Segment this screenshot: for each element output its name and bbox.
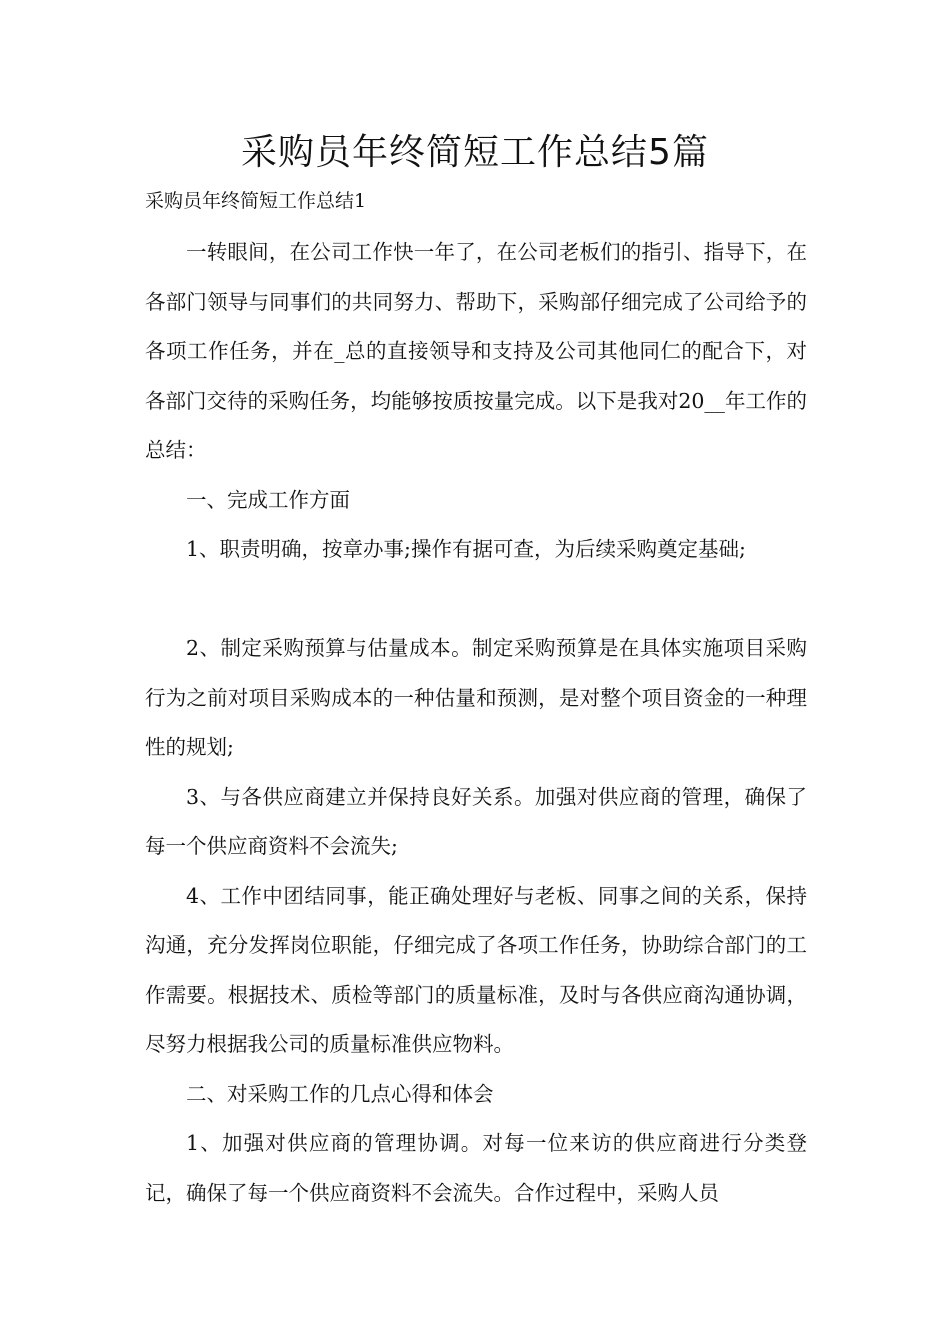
document-body [145,228,807,1218]
document-title: 采购员年终简短工作总结5篇 [241,132,709,173]
paragraph-experience-1: 1、加强对供应商的管理协调。对每一位来访的供应商进行分类登记，确保了每一个供应商资料不会流失。合作过程中，采购人员 [145,1131,807,1205]
paragraph-intro: 一转眼间，在公司工作快一年了，在公司老板们的指引、指导下，在各部门领导与同事们的共同努力、帮助下，采购部仔细完成了公司给予的各项工作任务，并在_总的直接领导和支持及公司其他同仁的配合下，对各部门交待的采购任务，均能够按质按量完成。以下是我对20__年工作的总结： [145,240,807,462]
paragraph-item-4: 4、工作中团结同事，能正确处理好与老板、同事之间的关系，保持沟通，充分发挥岗位职能，仔细完成了各项工作任务，协助综合部门的工作需要。根据技术、质检等部门的质量标准，及时与各供应商沟通协调，尽努力根据我公司的质量标准供应物料。 [145,883,807,1056]
paragraph-item-2: 2、制定采购预算与估量成本。制定采购预算是在具体实施项目采购行为之前对项目采购成本的一种估量和预测，是对整个项目资金的一种理性的规划; [145,636,807,759]
paragraph-item-1: 1、职责明确，按章办事;操作有据可查，为后续采购奠定基础; [186,537,746,561]
section-heading-completed-work: 一、完成工作方面 [186,487,350,512]
section-heading-experience: 二、对采购工作的几点心得和体会 [186,1081,494,1106]
document-subtitle: 采购员年终简短工作总结1 [145,190,367,212]
paragraph-item-3: 3、与各供应商建立并保持良好关系。加强对供应商的管理，确保了每一个供应商资料不会流失; [145,784,807,858]
